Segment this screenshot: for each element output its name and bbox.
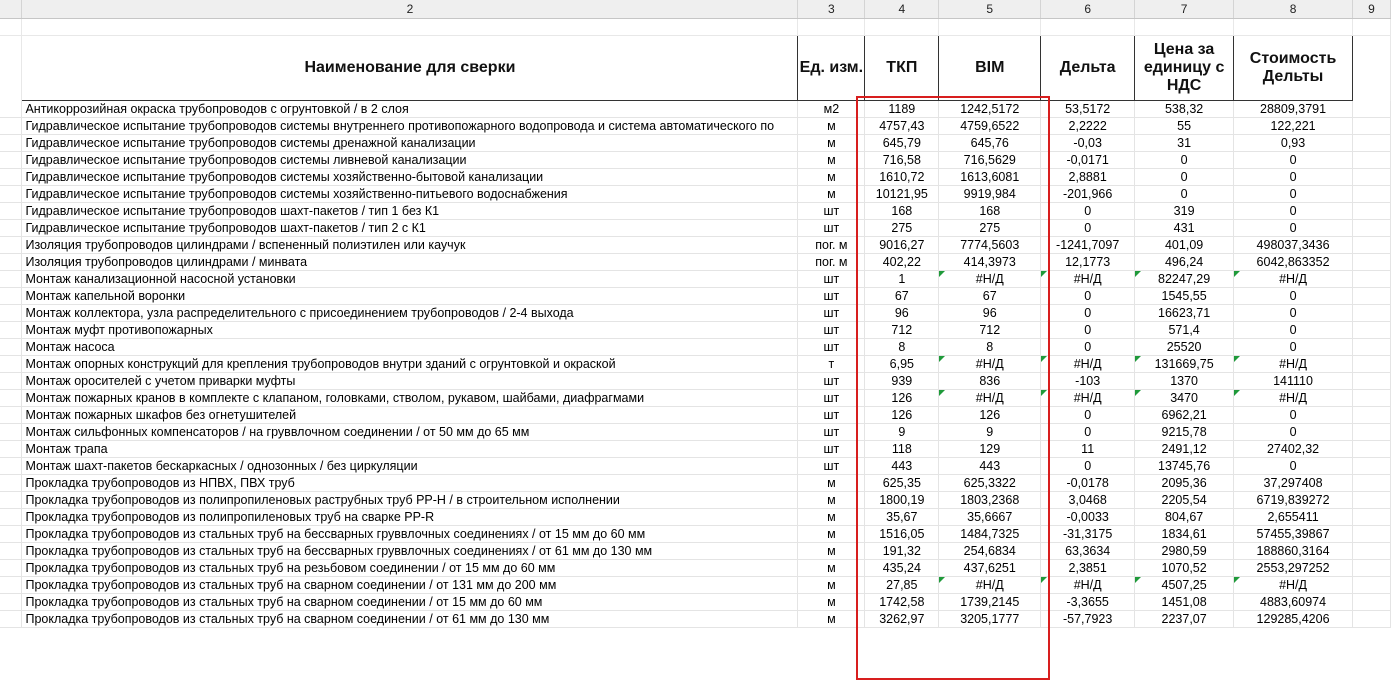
table-row	[0, 407, 1391, 424]
cell-cost[interactable]: 188860,3164	[1234, 543, 1353, 560]
cell-bim[interactable]: 275	[939, 220, 1041, 237]
cell-cost[interactable]: 0	[1234, 322, 1353, 339]
cell-tkp[interactable]: 67	[865, 288, 939, 305]
table-row	[0, 101, 1391, 118]
cell-cost[interactable]: 129285,4206	[1234, 611, 1353, 628]
table-row	[0, 475, 1391, 492]
cell-price[interactable]: 9215,78	[1135, 424, 1234, 441]
cell-delta[interactable]: -201,966	[1041, 186, 1135, 203]
cell-bim[interactable]: 8	[939, 339, 1041, 356]
cell-unit[interactable]: т	[798, 356, 865, 373]
cell-tkp[interactable]: 712	[865, 322, 939, 339]
cell-delta[interactable]: 0	[1041, 339, 1135, 356]
table-row	[0, 611, 1391, 628]
cell-name[interactable]: Гидравлическое испытание трубопроводов системы хозяйственно-питьевого водоснабжения	[22, 186, 798, 203]
table-row	[0, 594, 1391, 611]
cell-delta[interactable]: 2,3851	[1041, 560, 1135, 577]
table-row	[0, 458, 1391, 475]
cell-cost[interactable]: 0	[1234, 424, 1353, 441]
cell-delta[interactable]: 3,0468	[1041, 492, 1135, 509]
cell-unit[interactable]: м	[798, 118, 865, 135]
cell-bim[interactable]: 126	[939, 407, 1041, 424]
cell-price[interactable]: 496,24	[1135, 254, 1234, 271]
cell-tkp[interactable]: 402,22	[865, 254, 939, 271]
table-row	[0, 305, 1391, 322]
column-header-row	[0, 0, 1391, 19]
cell-name[interactable]: Гидравлическое испытание трубопроводов системы ливневой канализации	[22, 152, 798, 169]
cell-name[interactable]: Прокладка трубопроводов из стальных труб на бессварных груввлочных соединениях / от 15 мм до 60 мм	[22, 526, 798, 543]
cell-price[interactable]: 1070,52	[1135, 560, 1234, 577]
column-header[interactable]: 6	[1041, 0, 1135, 19]
cell-unit[interactable]: м	[798, 492, 865, 509]
cell-unit[interactable]: шт	[798, 441, 865, 458]
cell-cost[interactable]: 0,93	[1234, 135, 1353, 152]
cell-price[interactable]: 25520	[1135, 339, 1234, 356]
cell-cost[interactable]: 27402,32	[1234, 441, 1353, 458]
cell-bim[interactable]: 1484,7325	[939, 526, 1041, 543]
cell-price[interactable]: 571,4	[1135, 322, 1234, 339]
cell-price[interactable]: 538,32	[1135, 101, 1234, 118]
cell-name[interactable]: Прокладка трубопроводов из полипропиленовых труб на сварке PP-R	[22, 509, 798, 526]
cell-bim[interactable]: 1613,6081	[939, 169, 1041, 186]
cell-unit[interactable]: м	[798, 475, 865, 492]
cell-cost[interactable]: 0	[1234, 288, 1353, 305]
cell-unit[interactable]: шт	[798, 322, 865, 339]
cell-tkp[interactable]: 8	[865, 339, 939, 356]
cell-tkp[interactable]: 118	[865, 441, 939, 458]
cell-unit[interactable]: шт	[798, 373, 865, 390]
table-row	[0, 203, 1391, 220]
table-row	[0, 492, 1391, 509]
cell-bim[interactable]: 716,5629	[939, 152, 1041, 169]
cell-tkp[interactable]: 1516,05	[865, 526, 939, 543]
header-tkp[interactable]: ТКП	[865, 36, 939, 101]
cell-delta[interactable]: -0,0171	[1041, 152, 1135, 169]
cell-cost[interactable]: 0	[1234, 169, 1353, 186]
cell-cost[interactable]: 2,655411	[1234, 509, 1353, 526]
cell-price[interactable]: 6962,21	[1135, 407, 1234, 424]
cell-tkp[interactable]: 126	[865, 390, 939, 407]
table-row	[0, 543, 1391, 560]
cell-price[interactable]: 1451,08	[1135, 594, 1234, 611]
cell-price[interactable]: 1545,55	[1135, 288, 1234, 305]
cell-tkp[interactable]: 1	[865, 271, 939, 288]
cell-unit[interactable]: шт	[798, 458, 865, 475]
table-row	[0, 152, 1391, 169]
cell-tkp[interactable]: 27,85	[865, 577, 939, 594]
cell-cost[interactable]: 6042,863352	[1234, 254, 1353, 271]
header-delta[interactable]: Дельта	[1041, 36, 1135, 101]
cell-tkp[interactable]: 1189	[865, 101, 939, 118]
column-header-blank	[0, 0, 22, 19]
cell-unit[interactable]: шт	[798, 203, 865, 220]
cell-unit[interactable]: м	[798, 560, 865, 577]
cell-cost[interactable]: 28809,3791	[1234, 101, 1353, 118]
column-header[interactable]: 9	[1353, 0, 1391, 19]
cell-cost[interactable]: #Н/Д	[1234, 390, 1353, 407]
cell-bim[interactable]: 4759,6522	[939, 118, 1041, 135]
table-row	[0, 186, 1391, 203]
cell-bim[interactable]: #Н/Д	[939, 356, 1041, 373]
cell-delta[interactable]: 0	[1041, 203, 1135, 220]
cell-bim[interactable]: 1739,2145	[939, 594, 1041, 611]
cell-delta[interactable]: #Н/Д	[1041, 577, 1135, 594]
cell-delta[interactable]: -1241,7097	[1041, 237, 1135, 254]
cell-price[interactable]: 0	[1135, 169, 1234, 186]
cell-bim[interactable]: 7774,5603	[939, 237, 1041, 254]
cell-bim[interactable]: #Н/Д	[939, 390, 1041, 407]
blank-row	[0, 19, 1391, 36]
cell-price[interactable]: 3470	[1135, 390, 1234, 407]
cell-unit[interactable]: м	[798, 135, 865, 152]
cell-bim[interactable]: 9	[939, 424, 1041, 441]
cell-cost[interactable]: #Н/Д	[1234, 271, 1353, 288]
cell-bim[interactable]: 625,3322	[939, 475, 1041, 492]
cell-delta[interactable]: 53,5172	[1041, 101, 1135, 118]
cell-bim[interactable]: 443	[939, 458, 1041, 475]
cell-price[interactable]: 82247,29	[1135, 271, 1234, 288]
cell-unit[interactable]: м	[798, 152, 865, 169]
cell-price[interactable]: 1834,61	[1135, 526, 1234, 543]
cell-bim[interactable]: 9919,984	[939, 186, 1041, 203]
table-row	[0, 424, 1391, 441]
cell-bim[interactable]: 96	[939, 305, 1041, 322]
cell-price[interactable]: 1370	[1135, 373, 1234, 390]
cell-bim[interactable]: 437,6251	[939, 560, 1041, 577]
cell-unit[interactable]: м	[798, 526, 865, 543]
cell-cost[interactable]: 122,221	[1234, 118, 1353, 135]
cell-tkp[interactable]: 191,32	[865, 543, 939, 560]
cell-tkp[interactable]: 716,58	[865, 152, 939, 169]
cell-name[interactable]: Монтаж насоса	[22, 339, 798, 356]
cell-unit[interactable]: м	[798, 186, 865, 203]
column-header[interactable]: 5	[939, 0, 1041, 19]
cell-tkp[interactable]: 939	[865, 373, 939, 390]
cell-tkp[interactable]: 96	[865, 305, 939, 322]
table-row	[0, 373, 1391, 390]
cell-unit[interactable]: м	[798, 611, 865, 628]
column-header[interactable]: 3	[798, 0, 865, 19]
table-row	[0, 339, 1391, 356]
cell-delta[interactable]: 0	[1041, 424, 1135, 441]
cell-name[interactable]: Изоляция трубопроводов цилиндрами / минвата	[22, 254, 798, 271]
cell-delta[interactable]: -3,3655	[1041, 594, 1135, 611]
cell-bim[interactable]: 414,3973	[939, 254, 1041, 271]
table-row	[0, 254, 1391, 271]
cell-cost[interactable]: 0	[1234, 458, 1353, 475]
cell-name[interactable]: Прокладка трубопроводов из полипропиленовых раструбных труб PP-H / в строительном исполнении	[22, 492, 798, 509]
cell-cost[interactable]: 0	[1234, 220, 1353, 237]
cell-name[interactable]: Прокладка трубопроводов из НПВХ, ПВХ труб	[22, 475, 798, 492]
cell-name[interactable]: Монтаж шахт-пакетов бескаркасных / однозонных / без циркуляции	[22, 458, 798, 475]
cell-tkp[interactable]: 645,79	[865, 135, 939, 152]
cell-cost[interactable]: 2553,297252	[1234, 560, 1353, 577]
cell-bim[interactable]: #Н/Д	[939, 271, 1041, 288]
cell-bim[interactable]: 168	[939, 203, 1041, 220]
cell-bim[interactable]: 1242,5172	[939, 101, 1041, 118]
cell-cost[interactable]: 0	[1234, 407, 1353, 424]
cell-unit[interactable]: шт	[798, 407, 865, 424]
cell-cost[interactable]: 0	[1234, 339, 1353, 356]
cell-bim[interactable]: 645,76	[939, 135, 1041, 152]
cell-unit[interactable]: пог. м	[798, 254, 865, 271]
cell-tkp[interactable]: 1800,19	[865, 492, 939, 509]
cell-price[interactable]: 2980,59	[1135, 543, 1234, 560]
cell-delta[interactable]: -0,0033	[1041, 509, 1135, 526]
cell-delta[interactable]: 0	[1041, 458, 1135, 475]
cell-cost[interactable]: 6719,839272	[1234, 492, 1353, 509]
column-header[interactable]: 8	[1234, 0, 1353, 19]
cell-price[interactable]: 2237,07	[1135, 611, 1234, 628]
cell-name[interactable]: Монтаж опорных конструкций для крепления трубопроводов внутри зданий с огрунтовкой и окраской	[22, 356, 798, 373]
cell-name[interactable]: Монтаж сильфонных компенсаторов / на груввлочном соединении / от 50 мм до 65 мм	[22, 424, 798, 441]
table-row	[0, 509, 1391, 526]
cell-tkp[interactable]: 3262,97	[865, 611, 939, 628]
cell-bim[interactable]: 254,6834	[939, 543, 1041, 560]
cell-delta[interactable]: -0,03	[1041, 135, 1135, 152]
cell-name[interactable]: Монтаж канализационной насосной установки	[22, 271, 798, 288]
cell-tkp[interactable]: 625,35	[865, 475, 939, 492]
cell-unit[interactable]: шт	[798, 271, 865, 288]
cell-name[interactable]: Изоляция трубопроводов цилиндрами / вспененный полиэтилен или каучук	[22, 237, 798, 254]
cell-delta[interactable]: #Н/Д	[1041, 271, 1135, 288]
cell-tkp[interactable]: 9016,27	[865, 237, 939, 254]
cell-name[interactable]: Гидравлическое испытание трубопроводов шахт-пакетов / тип 1 без К1	[22, 203, 798, 220]
cell-delta[interactable]: -57,7923	[1041, 611, 1135, 628]
cell-name[interactable]: Монтаж коллектора, узла распределительного с присоединением трубопроводов / 2-4 выхода	[22, 305, 798, 322]
cell-delta[interactable]: -31,3175	[1041, 526, 1135, 543]
cell-cost[interactable]: 0	[1234, 203, 1353, 220]
cell-name[interactable]: Гидравлическое испытание трубопроводов системы внутреннего противопожарного водопровода и система автоматического по	[22, 118, 798, 135]
cell-bim[interactable]: 35,6667	[939, 509, 1041, 526]
table-row	[0, 390, 1391, 407]
cell-delta[interactable]: 0	[1041, 305, 1135, 322]
cell-price[interactable]: 4507,25	[1135, 577, 1234, 594]
cell-cost[interactable]: 141110	[1234, 373, 1353, 390]
cell-delta[interactable]: #Н/Д	[1041, 356, 1135, 373]
cell-name[interactable]: Монтаж муфт противопожарных	[22, 322, 798, 339]
cell-price[interactable]: 31	[1135, 135, 1234, 152]
cell-bim[interactable]: 712	[939, 322, 1041, 339]
cell-tkp[interactable]: 9	[865, 424, 939, 441]
cell-tkp[interactable]: 275	[865, 220, 939, 237]
cell-unit[interactable]: пог. м	[798, 237, 865, 254]
table-row	[0, 237, 1391, 254]
header-cost[interactable]: Стоимость Дельты	[1234, 36, 1353, 101]
cell-price[interactable]: 0	[1135, 152, 1234, 169]
cell-price[interactable]: 2095,36	[1135, 475, 1234, 492]
cell-name[interactable]: Монтаж пожарных шкафов без огнетушителей	[22, 407, 798, 424]
cell-price[interactable]: 0	[1135, 186, 1234, 203]
cell-delta[interactable]: -103	[1041, 373, 1135, 390]
cell-bim[interactable]: #Н/Д	[939, 577, 1041, 594]
cell-delta[interactable]: 2,2222	[1041, 118, 1135, 135]
cell-bim[interactable]: 129	[939, 441, 1041, 458]
header-price[interactable]: Цена за единицу с НДС	[1135, 36, 1234, 101]
table-header-row	[0, 36, 1391, 101]
cell-unit[interactable]: м	[798, 509, 865, 526]
table-row	[0, 271, 1391, 288]
cell-bim[interactable]: 836	[939, 373, 1041, 390]
cell-price[interactable]: 804,67	[1135, 509, 1234, 526]
table-row	[0, 118, 1391, 135]
cell-bim[interactable]: 67	[939, 288, 1041, 305]
cell-delta[interactable]: 2,8881	[1041, 169, 1135, 186]
cell-delta[interactable]: 0	[1041, 220, 1135, 237]
table-row	[0, 169, 1391, 186]
table-row	[0, 322, 1391, 339]
cell-name[interactable]: Гидравлическое испытание трубопроводов системы дренажной канализации	[22, 135, 798, 152]
cell-price[interactable]: 2205,54	[1135, 492, 1234, 509]
cell-unit[interactable]: шт	[798, 424, 865, 441]
cell-cost[interactable]: 0	[1234, 152, 1353, 169]
header-name[interactable]: Наименование для сверки	[22, 36, 798, 101]
cell-delta[interactable]: 0	[1041, 288, 1135, 305]
cell-name[interactable]: Гидравлическое испытание трубопроводов системы хозяйственно-бытовой канализации	[22, 169, 798, 186]
cell-tkp[interactable]: 35,67	[865, 509, 939, 526]
cell-cost[interactable]: #Н/Д	[1234, 356, 1353, 373]
cell-unit[interactable]: шт	[798, 288, 865, 305]
cell-tkp[interactable]: 1610,72	[865, 169, 939, 186]
cell-delta[interactable]: #Н/Д	[1041, 390, 1135, 407]
cell-cost[interactable]: 57455,39867	[1234, 526, 1353, 543]
cell-bim[interactable]: 3205,1777	[939, 611, 1041, 628]
cell-unit[interactable]: м	[798, 543, 865, 560]
cell-price[interactable]: 2491,12	[1135, 441, 1234, 458]
cell-price[interactable]: 401,09	[1135, 237, 1234, 254]
table-row	[0, 560, 1391, 577]
cell-unit[interactable]: шт	[798, 305, 865, 322]
cell-cost[interactable]: 0	[1234, 186, 1353, 203]
cell-cost[interactable]: #Н/Д	[1234, 577, 1353, 594]
cell-price[interactable]: 16623,71	[1135, 305, 1234, 322]
cell-name[interactable]: Прокладка трубопроводов из стальных труб на бессварных груввлочных соединениях / от 61 мм до 130 мм	[22, 543, 798, 560]
cell-cost[interactable]: 37,297408	[1234, 475, 1353, 492]
cell-name[interactable]: Монтаж пожарных кранов в комплекте с клапаном, головками, стволом, рукавом, шайбами, диафрагмами	[22, 390, 798, 407]
cell-name[interactable]: Прокладка трубопроводов из стальных труб на сварном соединении / от 15 мм до 60 мм	[22, 594, 798, 611]
column-header[interactable]: 2	[22, 0, 798, 19]
cell-unit[interactable]: м	[798, 577, 865, 594]
table-row	[0, 288, 1391, 305]
cell-tkp[interactable]: 6,95	[865, 356, 939, 373]
cell-bim[interactable]: 1803,2368	[939, 492, 1041, 509]
cell-delta[interactable]: 12,1773	[1041, 254, 1135, 271]
cell-unit[interactable]: шт	[798, 220, 865, 237]
cell-price[interactable]: 319	[1135, 203, 1234, 220]
cell-unit[interactable]: м	[798, 594, 865, 611]
cell-delta[interactable]: -0,0178	[1041, 475, 1135, 492]
cell-delta[interactable]: 11	[1041, 441, 1135, 458]
cell-delta[interactable]: 63,3634	[1041, 543, 1135, 560]
table-row	[0, 526, 1391, 543]
cell-delta[interactable]: 0	[1041, 407, 1135, 424]
cell-cost[interactable]: 498037,3436	[1234, 237, 1353, 254]
table-row	[0, 356, 1391, 373]
cell-name[interactable]: Монтаж оросителей с учетом приварки муфты	[22, 373, 798, 390]
cell-name[interactable]: Прокладка трубопроводов из стальных труб на сварном соединении / от 61 мм до 130 мм	[22, 611, 798, 628]
table-row	[0, 220, 1391, 237]
cell-price[interactable]: 131669,75	[1135, 356, 1234, 373]
table-row	[0, 441, 1391, 458]
column-header[interactable]: 7	[1135, 0, 1234, 19]
cell-tkp[interactable]: 4757,43	[865, 118, 939, 135]
cell-tkp[interactable]: 10121,95	[865, 186, 939, 203]
cell-name[interactable]: Монтаж капельной воронки	[22, 288, 798, 305]
cell-tkp[interactable]: 435,24	[865, 560, 939, 577]
cell-cost[interactable]: 0	[1234, 305, 1353, 322]
cell-unit[interactable]: м	[798, 169, 865, 186]
cell-unit[interactable]: шт	[798, 339, 865, 356]
cell-price[interactable]: 55	[1135, 118, 1234, 135]
cell-name[interactable]: Монтаж трапа	[22, 441, 798, 458]
cell-cost[interactable]: 4883,60974	[1234, 594, 1353, 611]
header-bim[interactable]: BIM	[939, 36, 1041, 101]
table-row	[0, 135, 1391, 152]
cell-unit[interactable]: м2	[798, 101, 865, 118]
cell-unit[interactable]: шт	[798, 390, 865, 407]
column-header[interactable]: 4	[865, 0, 939, 19]
cell-tkp[interactable]: 443	[865, 458, 939, 475]
cell-name[interactable]: Прокладка трубопроводов из стальных труб на резьбовом соединении / от 15 мм до 60 мм	[22, 560, 798, 577]
header-unit[interactable]: Ед. изм.	[798, 36, 865, 101]
cell-name[interactable]: Антикоррозийная окраска трубопроводов с огрунтовкой / в 2 слоя	[22, 101, 798, 118]
cell-tkp[interactable]: 1742,58	[865, 594, 939, 611]
cell-price[interactable]: 13745,76	[1135, 458, 1234, 475]
cell-delta[interactable]: 0	[1041, 322, 1135, 339]
cell-name[interactable]: Гидравлическое испытание трубопроводов шахт-пакетов / тип 2 с К1	[22, 220, 798, 237]
cell-tkp[interactable]: 168	[865, 203, 939, 220]
cell-tkp[interactable]: 126	[865, 407, 939, 424]
cell-price[interactable]: 431	[1135, 220, 1234, 237]
table-row	[0, 577, 1391, 594]
cell-name[interactable]: Прокладка трубопроводов из стальных труб на сварном соединении / от 131 мм до 200 мм	[22, 577, 798, 594]
